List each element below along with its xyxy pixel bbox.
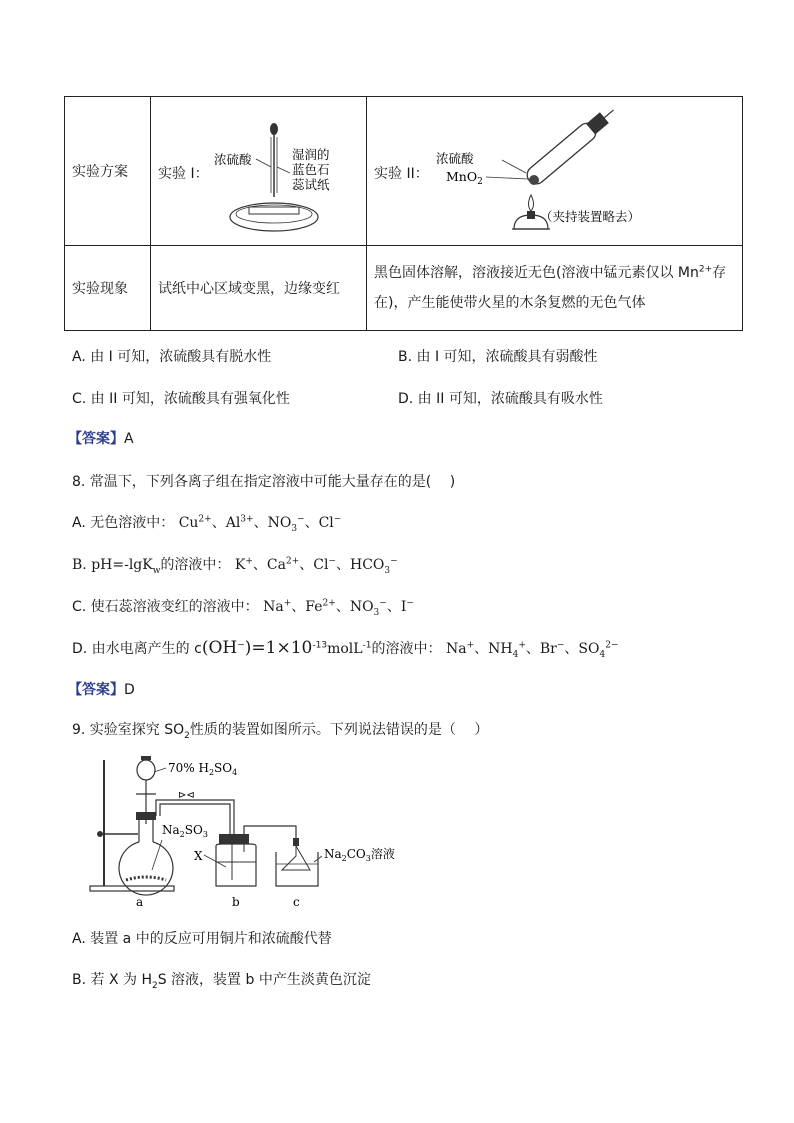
exp2-note: （夹持装置略去） [540,209,641,224]
exp1-paper-label-2: 蓝色石 [292,162,330,177]
q8-option-b: B. pH=-lgK$_w$的溶液中： K+、$Ca^{2+}$、Cl−、$HCO_3^-$ [72,556,398,576]
exp2-acid-label: 浓硫酸 [436,151,474,166]
q9-apparatus-diagram [86,752,426,912]
exp1-label: 实验 I： [158,166,209,182]
obs1-cell: 试纸中心区域变黑，边缘变红 [151,246,367,331]
exp1-paper-label-1: 湿润的 [292,147,330,162]
obs2-line1: 黑色固体溶解，溶液接近无色(溶液中锰元素仅以 $Mn^{2+}$存 [374,264,727,281]
q7-option-b: B. 由 I 可知，浓硫酸具有弱酸性 [398,349,598,365]
exp2-mno2-label: MnO$_2$ [446,169,483,187]
exp1-acid-label: 浓硫酸 [214,152,252,167]
svg-text:⊳⊲: ⊳⊲ [178,790,195,801]
q7-option-a: A. 由 I 可知，浓硫酸具有脱水性 [72,349,272,365]
exp2-label: 实验 II： [374,166,429,182]
q8-stem: 8. 常温下，下列各离子组在指定溶液中可能大量存在的是( ) [72,474,456,490]
q9-acid-label: 70% $H_2SO_4$ [168,761,238,777]
obs2-cell [367,246,743,331]
exp2-cell [367,97,743,246]
q9-label-c: c [293,895,300,909]
q9-x-label: X [194,849,203,863]
q9-option-b: B. 若 X 为 $H_2S$ 溶液，装置 b 中产生淡黄色沉淀 [72,972,371,991]
answer-7: 【答案】A [68,431,134,447]
q7-option-d: D. 由 II 可知，浓硫酸具有吸水性 [398,391,603,407]
q9-stem: 9. 实验室探究 $SO_2$性质的装置如图所示。下列说法错误的是（ ） [72,722,489,741]
exp1-diagram [214,97,364,245]
row-header-scheme: 实验方案 [65,97,151,246]
q9-label-b: b [232,895,240,909]
q8-option-d: D. 由水电离产生的 $c(OH^-)=1\times 10^{-13}molL^{-1}$的溶液中： Na+、$NH_4^+$、Br−、$SO_4^{2-}$ [72,638,619,660]
q7-option-c: C. 由 II 可知，浓硫酸具有强氧化性 [72,391,290,407]
row-header-phenomenon: 实验现象 [65,246,151,331]
q9-na2so3-label: $Na_2SO_3$ [162,823,208,839]
q9-option-a: A. 装置 a 中的反应可用铜片和浓硫酸代替 [72,931,332,947]
exp2-diagram [434,97,704,245]
obs2-line2: 在)，产生能使带火星的木条复燃的无色气体 [374,295,646,311]
answer-8: 【答案】D [68,682,135,698]
exp1-paper-label-3: 蕊试纸 [292,177,330,192]
q8-option-a: A. 无色溶液中： $Cu^{2+}$、$Al^{3+}$、$NO_3^-$、Cl− [72,514,342,534]
q9-label-a: a [136,895,144,909]
experiment-table [64,96,743,331]
q9-na2co3-label: $Na_2CO_3$溶液 [324,847,395,863]
q8-option-c: C. 使石蕊溶液变红的溶液中： Na+、$Fe^{2+}$、$NO_3^-$、I− [72,598,414,618]
exp1-cell [151,97,367,246]
